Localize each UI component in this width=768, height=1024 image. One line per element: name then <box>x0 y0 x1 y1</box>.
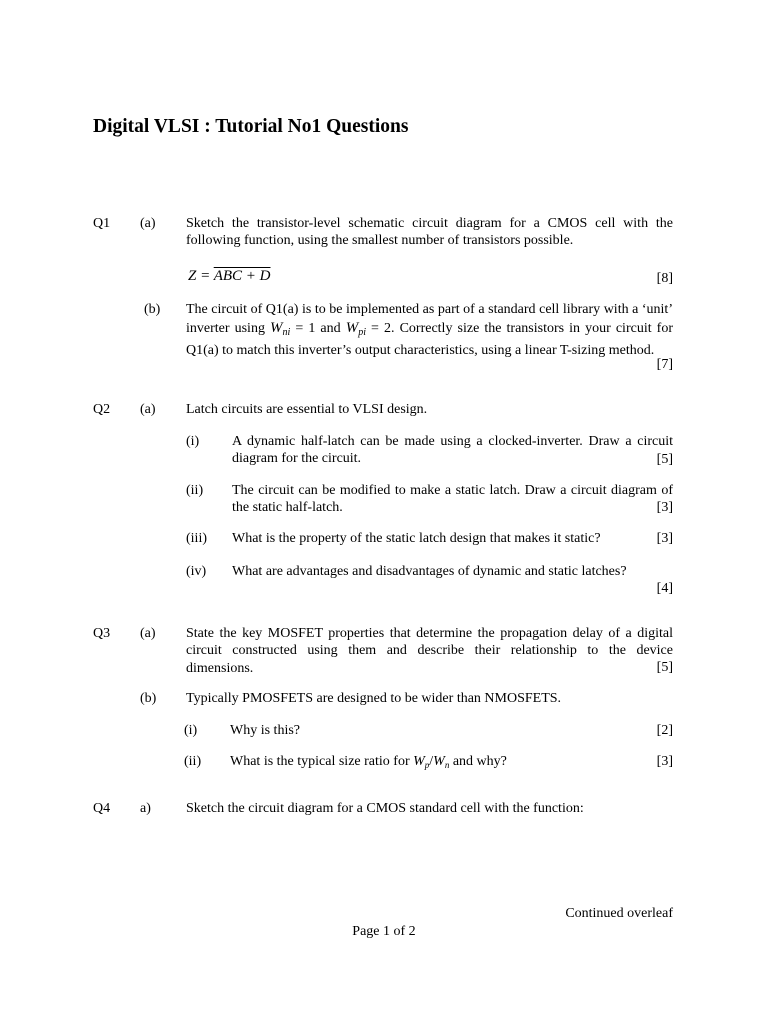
wni-symbol: $W_{ni}$ <box>270 320 291 338</box>
q3-item-mark: [2] <box>656 723 673 738</box>
q1b-mark: [7] <box>656 357 673 372</box>
q1b-text <box>186 301 673 360</box>
q1a-text: Sketch the transistor-level schematic circuit diagram for a CMOS cell with the following function, using the smallest number of transistors possible. <box>186 216 673 249</box>
q4-number: Q4 <box>93 801 111 816</box>
q1b-text-part3: = 2. Correctly size the transistors in your circuit for Q1(a) to match this inverter’s output characteristics, using a linear T-sizing method. <box>186 321 673 358</box>
page-number: Page 1 of 2 <box>352 924 416 939</box>
wp-symbol: $W_p$ <box>413 754 430 770</box>
page-title: Digital VLSI : Tutorial No1 Questions <box>93 116 409 137</box>
q3a-text: State the key MOSFET properties that determine the propagation delay of a digital circuit constructed using them and describe their relationship to the device dimensions. <box>186 626 673 676</box>
q2-item-label: (ii) <box>186 483 204 498</box>
q1a-label: (a) <box>140 216 156 231</box>
q3-item-label: (ii) <box>184 754 202 769</box>
q1b-text-part1: The circuit of Q1(a) is to be implemented as part of a standard cell library with a ‘unit’ inverter using <box>186 302 673 336</box>
q2-item-text: What are advantages and disadvantages of dynamic and static latches? <box>232 564 627 579</box>
q3-item-label: (i) <box>184 723 198 738</box>
q4a-text: Sketch the circuit diagram for a CMOS standard cell with the function: <box>186 801 584 816</box>
q2-item-text: The circuit can be modified to make a static latch. Draw a circuit diagram of the static half-latch. <box>232 483 673 516</box>
q3b-text: Typically PMOSFETS are designed to be wider than NMOSFETS. <box>186 691 562 706</box>
q4a-label: a) <box>140 801 151 816</box>
q2-item-mark: [4] <box>656 581 673 596</box>
q2-item-mark: [5] <box>656 452 673 467</box>
q1a-mark: [8] <box>656 271 673 286</box>
q2-item-text: A dynamic half-latch can be made using a clocked-inverter. Draw a circuit diagram for the circuit. <box>232 434 673 467</box>
q3-number: Q3 <box>93 626 111 641</box>
q3-item-mark: [3] <box>656 754 673 769</box>
q3-item-text: What is the typical size ratio for $W_p/W_n$ and why? <box>230 754 507 770</box>
q3a-mark: [5] <box>656 660 673 675</box>
q2-item-label: (iii) <box>186 531 207 546</box>
q2-item-label: (iv) <box>186 564 207 579</box>
q1-equation-lhs: Z = <box>188 268 214 284</box>
q2-number: Q2 <box>93 402 111 417</box>
q1-equation <box>188 268 271 285</box>
q2-item-mark: [3] <box>656 531 673 546</box>
q1-number: Q1 <box>93 216 111 231</box>
q2a-label: (a) <box>140 402 156 417</box>
q3b-label: (b) <box>140 691 157 706</box>
continued-overleaf: Continued overleaf <box>565 906 673 921</box>
q1b-label: (b) <box>144 302 161 317</box>
q2-item-mark: [3] <box>656 500 673 515</box>
q2a-text: Latch circuits are essential to VLSI design. <box>186 402 428 417</box>
wn-symbol: $W_n$ <box>433 754 450 770</box>
q2-item-text: What is the property of the static latch design that makes it static? <box>232 531 601 546</box>
q3a-label: (a) <box>140 626 156 641</box>
q2-item-label: (i) <box>186 434 200 449</box>
q1b-text-part2: = 1 and <box>290 321 346 336</box>
q1-equation-rhs: ABC + D <box>213 268 271 284</box>
wpi-symbol: $W_{pi}$ <box>345 320 366 338</box>
q3-item-text: Why is this? <box>230 723 300 738</box>
